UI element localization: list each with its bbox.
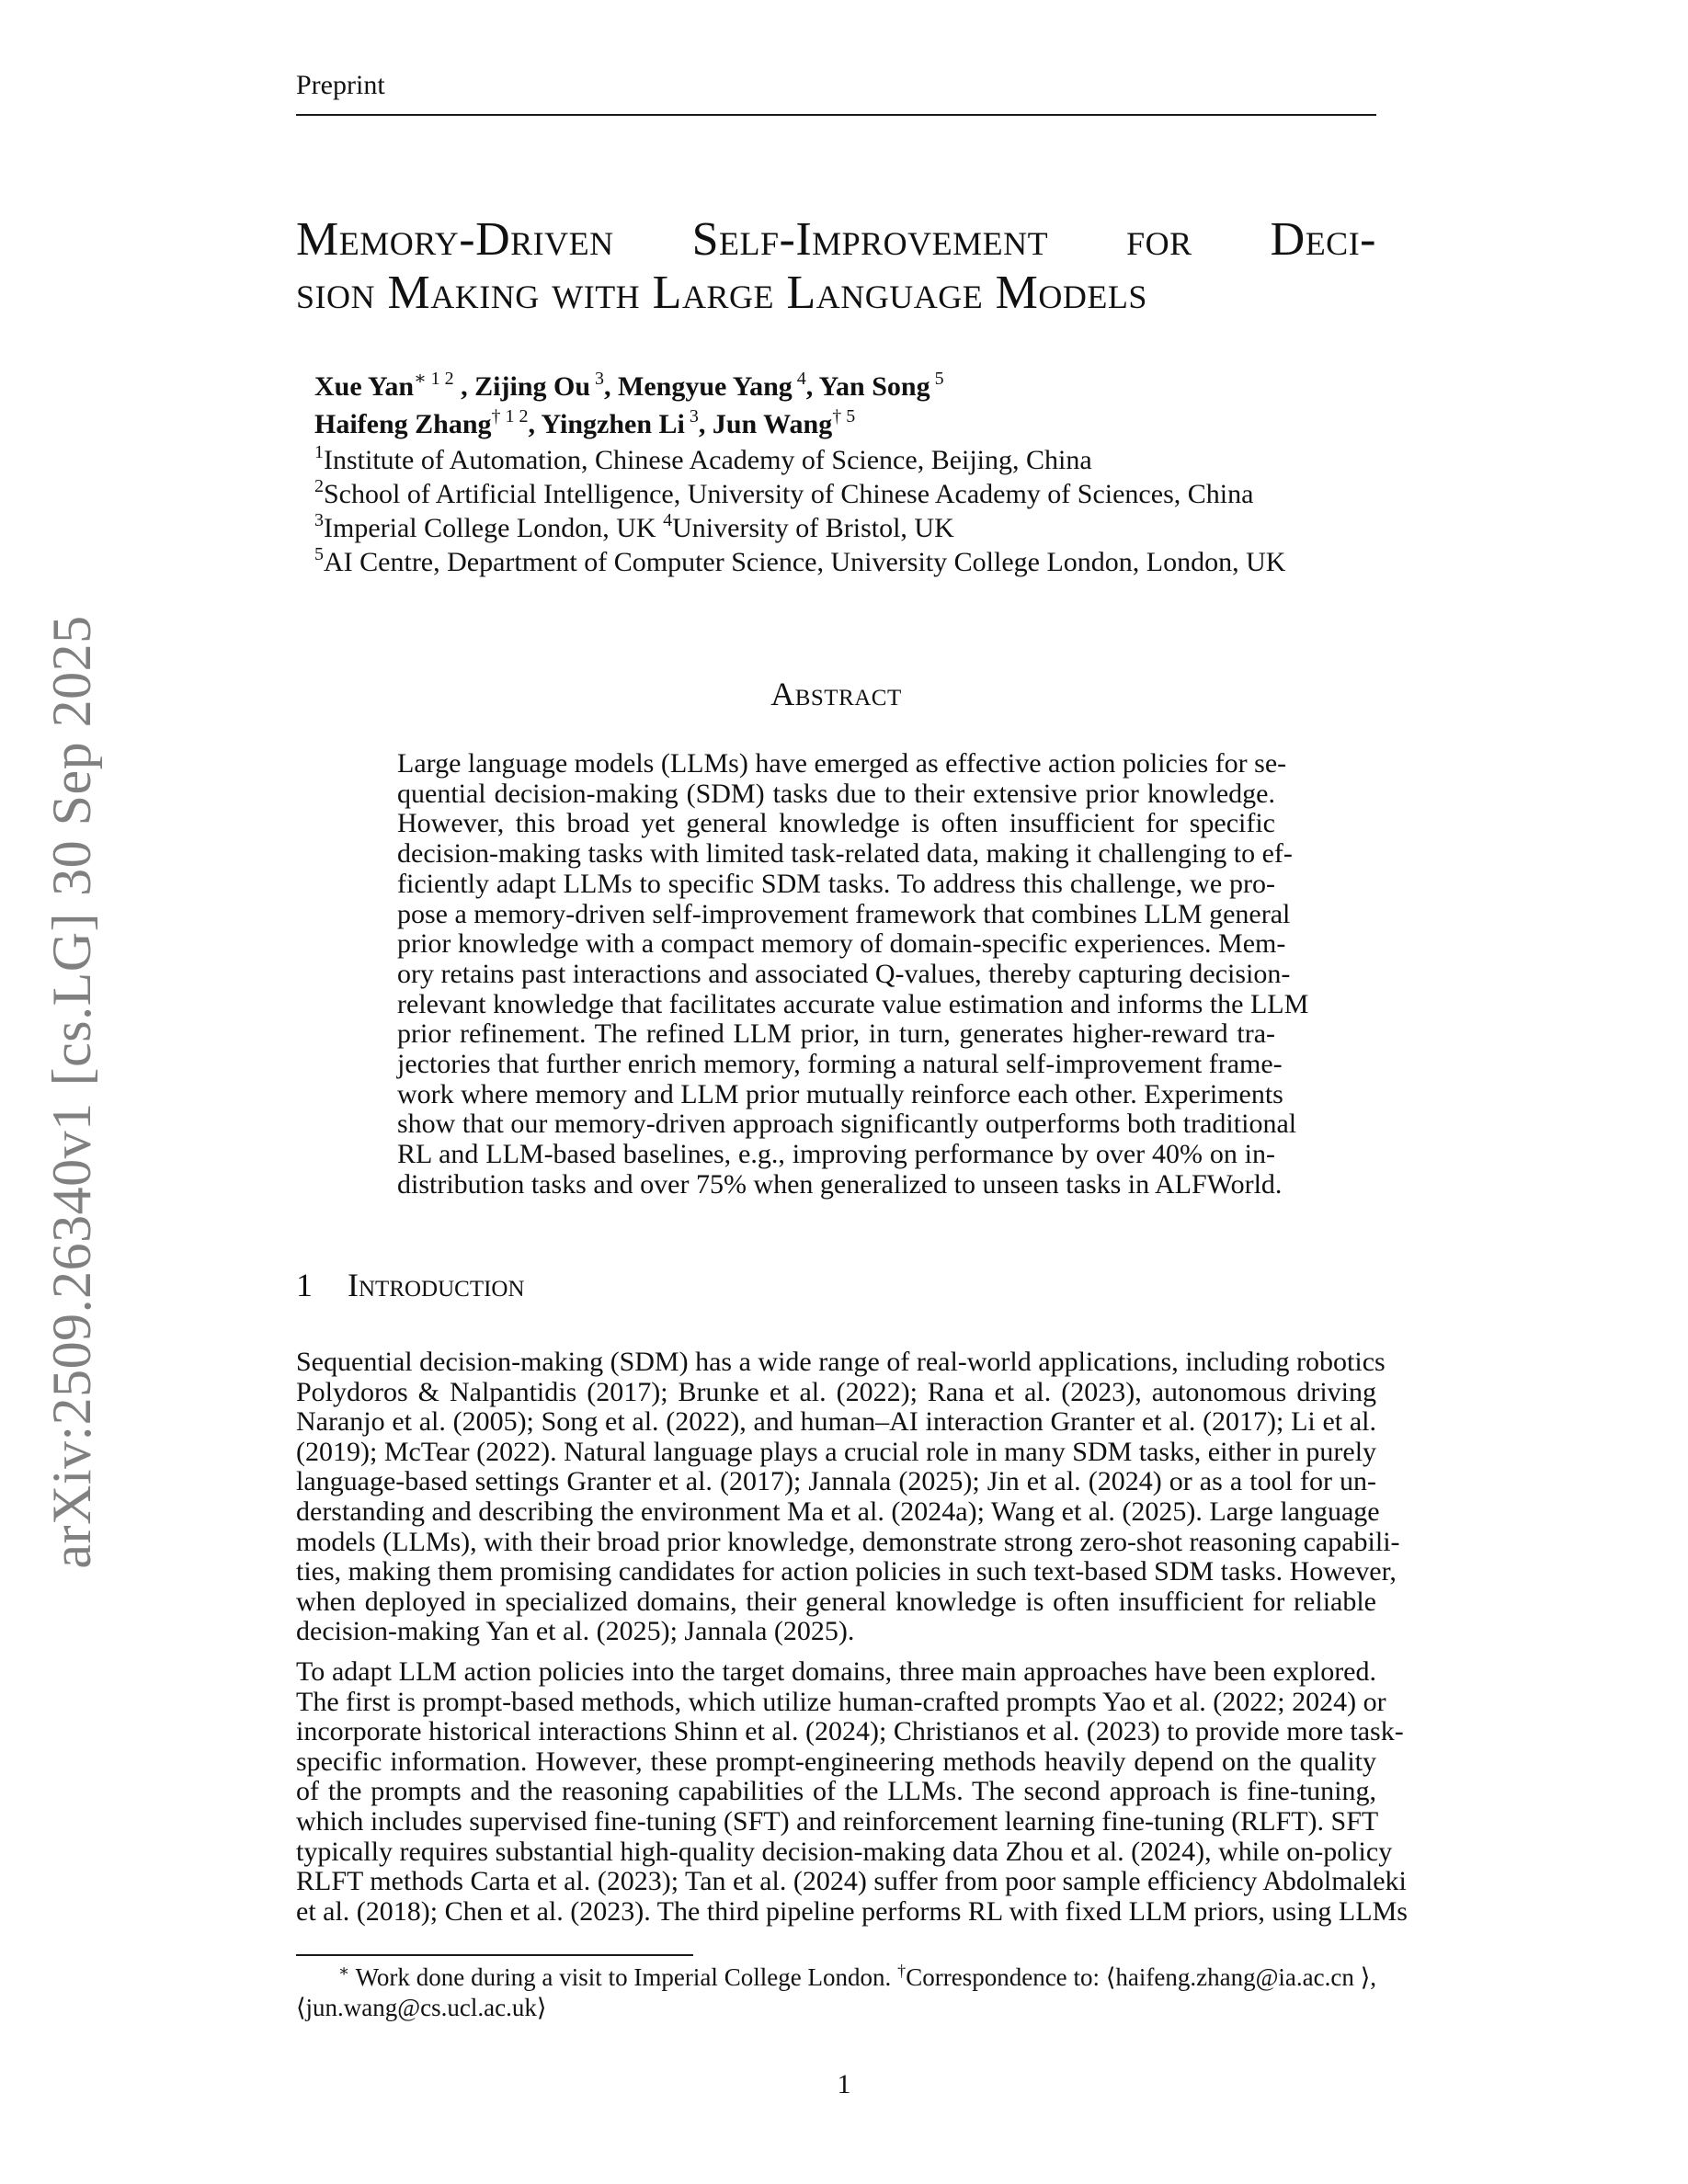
paragraph-line: which includes supervised fine-tuning (SFT) and reinforcement learning fine-tuning (RLFT). SFT [296,1805,1379,1837]
affiliation-number: 5 [314,544,324,564]
footnote-rule [296,1954,693,1956]
abstract-line: jectories that further enrich memory, forming a natural self-improvement frame- [397,1049,1283,1080]
affiliation-text: University of Bristol, UK [672,513,954,543]
affiliation-number: 4 [663,510,673,530]
affiliation [314,510,1372,547]
paragraph-line: of the prompts and the reasoning capabilities of the LLMs. The second approach is fine-tuning, [296,1776,1376,1807]
author-block [314,370,1372,581]
author-separator: , [528,409,542,439]
abstract-line: decision-making tasks with limited task-related data, making it challenging to ef- [397,838,1293,870]
paragraph-line: derstanding and describing the environment Ma et al. (2024a); Wang et al. (2025). Large language [296,1496,1380,1527]
author-marks: 4 [792,369,806,389]
author-separator: , [698,409,713,439]
author-name: Yan Song [818,371,930,402]
section-heading [296,1267,525,1303]
author-name: Mengyue Yang [618,371,793,402]
correspondence-text[interactable]: Correspondence to: ⟨haifeng.zhang@ia.ac.cn ⟩, [906,1963,1376,1991]
arxiv-id[interactable]: arXiv:2509.26340v1 [41,1102,102,1569]
affiliation-text: AI Centre, Department of Computer Science, University College London, London, UK [324,547,1286,577]
affiliation [314,442,1372,479]
paragraph-line: models (LLMs), with their broad prior knowledge, demonstrate strong zero-shot reasoning capabili- [296,1526,1400,1557]
footnote-mark: ∗ [338,1962,350,1980]
abstract-line: pose a memory-driven self-improvement framework that combines LLM general [397,898,1291,929]
page-number: 1 [837,2069,851,2099]
paragraph-line: Naranjo et al. (2005); Song et al. (2022), and human–AI interaction Granter et al. (2017); Li et al. [296,1406,1376,1438]
abstract-line: prior knowledge with a compact memory of domain-specific experiences. Mem- [397,928,1286,960]
affiliation [314,476,1372,513]
abstract-line: ficiently adapt LLMs to specific SDM tasks. To address this challenge, we pro- [397,868,1275,899]
abstract-line: distribution tasks and over 75% when generalized to unseen tasks in ALFWorld. [397,1168,1283,1200]
paragraph-line: specific information. However, these prompt-engineering methods heavily depend on the quality [296,1746,1376,1777]
abstract-line: However, this broad yet general knowledge is often insufficient for specific [397,808,1275,839]
affiliation-number: 3 [314,510,324,530]
paragraph-line: Polydoros & Nalpantidis (2017); Brunke et al. (2022); Rana et al. (2023), autonomous driving [296,1376,1376,1407]
arxiv-category: [cs.LG] [41,912,102,1086]
author-name: Yingzhen Li [541,409,685,439]
paragraph-line: To adapt LLM action policies into the target domains, three main approaches have been explored. [296,1656,1376,1687]
abstract-line: quential decision-making (SDM) tasks due to their extensive prior knowledge. [397,778,1275,809]
abstract-line: Large language models (LLMs) have emerged as effective action policies for se- [397,748,1287,779]
abstract-line: prior refinement. The refined LLM prior, in turn, generates higher-reward tra- [397,1018,1275,1050]
footnote-mark: † [897,1962,907,1980]
paragraph-line: ties, making them promising candidates for action policies in such text-based SDM tasks. However, [296,1556,1397,1587]
author-marks: 3 [590,369,605,389]
abstract-body [397,748,1309,1200]
author-line-2 [314,407,1372,445]
affiliation-text: Imperial College London, UK [324,513,664,543]
arxiv-date: 30 Sep 2025 [41,615,102,896]
author-marks: 3 [684,406,699,427]
section-number: 1 [296,1267,313,1303]
author-name: Jun Wang [712,409,833,439]
affiliation-text: Institute of Automation, Chinese Academy of Science, Beijing, China [324,445,1092,475]
abstract-heading: Abstract [770,676,902,712]
author-separator: , [604,371,619,402]
footnote-line-1 [296,1963,1376,1994]
author-marks: † 1 2 [491,406,529,427]
paragraph-line: Sequential decision-making (SDM) has a wide range of real-world applications, including robotics [296,1347,1386,1377]
header-rule [296,114,1376,116]
author-name: Xue Yan [314,371,415,402]
paragraph-line: when deployed in specialized domains, their general knowledge is often insufficient for reliable [296,1586,1376,1617]
footnote-text: Work done during a visit to Imperial College London. [349,1963,898,1991]
author-marks: 5 [930,369,944,389]
author-marks: ∗ 1 2 [414,369,454,389]
paragraph-line: RLFT methods Carta et al. (2023); Tan et al. (2024) suffer from poor sample efficiency Abdolmaleki [296,1866,1407,1897]
section-title: Introduction [348,1267,525,1303]
title-line-1: Memory-Driven Self-Improvement for Deci- [296,213,1376,266]
author-separator: , [805,371,819,402]
abstract-line: relevant knowledge that facilitates accurate value estimation and informs the LLM [397,988,1309,1019]
author-name: Zijing Ou [474,371,591,402]
paragraph-line: The first is prompt-based methods, which utilize human-crafted prompts Yao et al. (2022; 2024) or [296,1686,1386,1717]
abstract-line: work where memory and LLM prior mutually reinforce each other. Experiments [397,1078,1283,1109]
abstract-line: ory retains past interactions and associated Q-values, thereby capturing decision- [397,958,1291,989]
author-marks: † 5 [832,406,856,427]
footnote [296,1963,1376,2021]
author-line-1 [314,370,1372,407]
intro-paragraph-2 [296,1656,1408,1927]
abstract-line: show that our memory-driven approach significantly outperforms both traditional [397,1109,1297,1140]
paragraph-line: typically requires substantial high-quality decision-making data Zhou et al. (2024), while on-policy [296,1836,1393,1867]
affiliation-text: School of Artificial Intelligence, University of Chinese Academy of Sciences, China [324,479,1254,509]
paragraph-line: incorporate historical interactions Shinn et al. (2024); Christianos et al. (2023) to provide more task- [296,1716,1404,1747]
running-header: Preprint [296,70,385,100]
paragraph-line: (2019); McTear (2022). Natural language plays a crucial role in many SDM tasks, either in purely [296,1436,1377,1467]
arxiv-stamp [41,607,102,1576]
affiliation [314,544,1372,581]
author-name: Haifeng Zhang [314,409,492,439]
paragraph-line: et al. (2018); Chen et al. (2023). The third pipeline performs RL with fixed LLM priors, using LLMs [296,1895,1408,1927]
paper-title [296,213,1376,320]
footnote-line-2[interactable]: ⟨jun.wang@cs.ucl.ac.uk⟩ [296,1994,547,2021]
title-line-2: sion Making with Large Language Models [296,267,1147,319]
abstract-line: RL and LLM-based baselines, e.g., improving performance by over 40% on in- [397,1139,1275,1170]
affiliation-number: 2 [314,476,324,496]
intro-paragraph-1 [296,1347,1400,1647]
author-separator: , [453,371,475,402]
paragraph-line: decision-making Yan et al. (2025); Jannala (2025). [296,1616,855,1647]
affiliation-number: 1 [314,442,324,462]
paragraph-line: language-based settings Granter et al. (2017); Jannala (2025); Jin et al. (2024) or as a tool for un- [296,1466,1376,1497]
